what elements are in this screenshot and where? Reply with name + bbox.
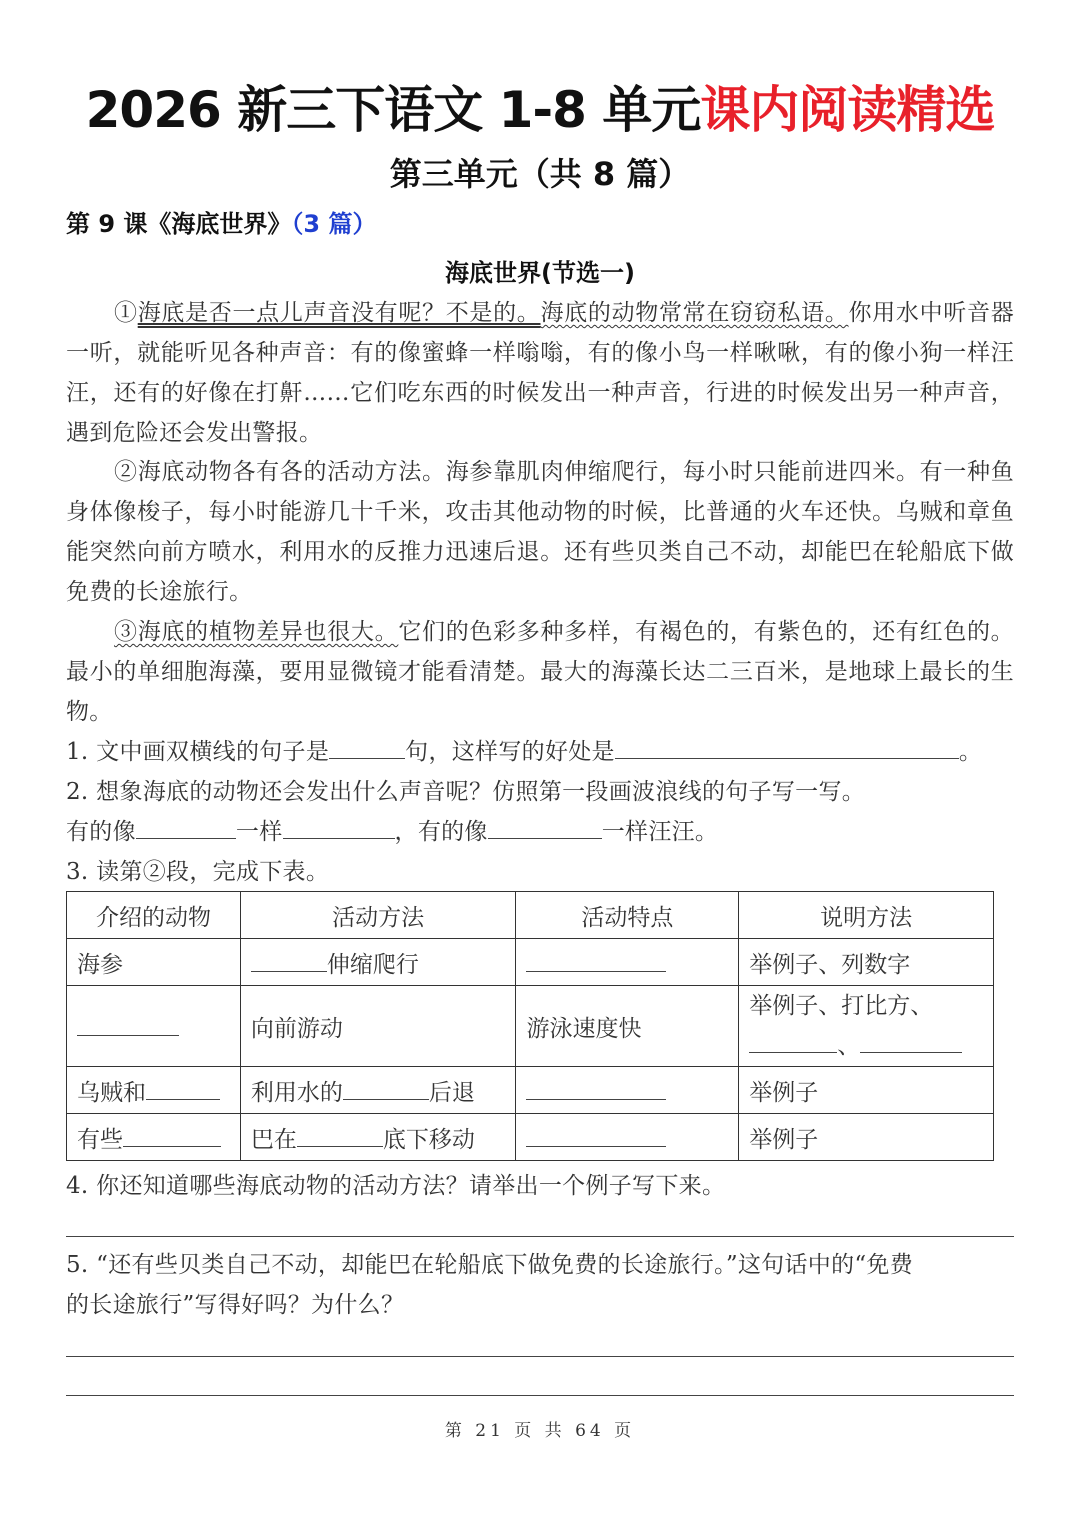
question-1-end: 。 [958,739,983,765]
question-5-line-1: 5. “还有些贝类自己不动，却能巴在轮船底下做免费的长途旅行。”这句话中的“免费 [66,1252,914,1278]
answer-table [66,891,994,1161]
page-number: 第 21 页 共 64 页 [444,1421,636,1441]
table-cell [240,939,516,986]
paragraph-3-wavy-sentence: ③海底的植物差异也很大。 [114,619,399,645]
table-blank[interactable] [526,1122,666,1147]
table-cell: 向前游动 [240,986,516,1067]
table-cell [240,1114,516,1161]
question-2-fill-b: 一样 [235,819,283,845]
answer-line-4[interactable] [66,1236,1014,1237]
table-cell: 游泳速度快 [516,986,739,1067]
question-2-fill-a: 有的像 [66,819,136,845]
question-2-fill [66,812,1014,852]
table-cell-text: 举例子、打比方、 [749,993,934,1019]
question-2-fill-d: 一样汪汪。 [601,819,719,845]
lesson-name: 第 9 课《海底世界》 [66,210,292,238]
table-blank[interactable] [860,1028,962,1053]
table-header-cell: 活动方法 [240,892,516,939]
answer-blank-2a[interactable] [136,812,236,839]
table-row [67,1067,994,1114]
unit-title: 第三单元（共 8 篇） [389,155,691,193]
paragraph-2: ②海底动物各有各的活动方法。海参靠肌肉伸缩爬行，每小时只能前进四米。有一种鱼身体像梭子，每小时能游几十千米，攻击其他动物的时候，比普通的火车还快。乌贼和章鱼能突然向前方喷水，利用水的反推力迅速后退。还有些贝类自己不动，却能巴在轮船底下做免费的长途旅行。 [66,459,1014,605]
table-cell-text: 巴在 [250,1126,297,1153]
lesson-count: （3 篇） [291,210,377,238]
table-blank[interactable] [146,1075,220,1100]
table-header-cell: 说明方法 [739,892,994,939]
table-header-cell: 介绍的动物 [67,892,241,939]
answer-line-5b[interactable] [66,1395,1014,1396]
main-title-black: 2026 新三下语文 1-8 单元 [85,81,701,139]
question-4: 4. 你还知道哪些海底动物的活动方法？请举出一个例子写下来。 [66,1173,726,1199]
paragraph-1 [66,293,1014,453]
answer-blank-2b[interactable] [283,812,395,839]
table-cell [516,1114,739,1161]
table-cell: 海参 [67,939,241,986]
table-cell-text: 乌贼和 [77,1079,146,1106]
table-cell [67,1067,241,1114]
answer-blank-1b[interactable] [615,732,959,759]
table-blank[interactable] [749,1028,837,1053]
table-row [67,939,994,986]
table-blank[interactable] [343,1075,429,1100]
paragraph-1-rest: 你用水中听音器一听，就能听见各种声音：有的像蜜蜂一样嗡嗡，有的像小鸟一样啾啾，有的像小狗一样汪汪，还有的好像在打鼾……它们吃东西的时候发出一种声音，行进的时候发出另一种声音，遇到危险还会发出警报。 [66,300,1014,446]
question-1 [66,732,1014,772]
lesson-title [66,202,376,246]
table-blank[interactable] [297,1122,383,1147]
answer-line-5a[interactable] [66,1356,1014,1357]
table-cell-text: 伸缩爬行 [326,951,419,978]
main-title [0,78,1080,142]
table-header-row [67,892,994,939]
paragraph-1-mark: ① [114,300,138,326]
passage-title: 海底世界(节选一) [445,259,635,287]
question-1-text-a: 1. 文中画双横线的句子是 [66,739,330,765]
table-blank[interactable] [526,947,666,972]
table-cell-text: 利用水的 [250,1079,343,1106]
table-cell-blanks [749,1026,983,1066]
table-cell [240,1067,516,1114]
table-cell-text: 有些 [77,1126,123,1153]
paragraph-3-rest: 它们的色彩多种多样，有褐色的，有紫色的，还有红色的。最小的单细胞海藻，要用显微镜才能看清楚。最大的海藻长达二三百米，是地球上最长的生物。 [66,619,1014,725]
table-cell-sep: 、 [837,1033,861,1059]
wavy-underlined-sentence: 海底的动物常常在窃窃私语。 [540,300,849,326]
table-cell-text: 底下移动 [382,1126,475,1153]
table-row [67,1114,994,1161]
table-cell [516,1067,739,1114]
main-title-red: 课内阅读精选 [700,81,995,139]
table-cell-text: 后退 [428,1079,475,1106]
table-cell: 举例子 [739,1067,994,1114]
question-2-fill-c: ，有的像 [394,819,488,845]
question-3: 3. 读第②段，完成下表。 [66,859,330,885]
table-row [67,986,994,1067]
table-cell [67,986,241,1067]
answer-blank-1a[interactable] [329,732,405,759]
table-blank[interactable] [526,1075,666,1100]
table-blank[interactable] [77,1011,179,1036]
table-cell [739,986,994,1067]
table-cell: 举例子、列数字 [739,939,994,986]
table-cell [67,1114,241,1161]
question-2: 2. 想象海底的动物还会发出什么声音呢？仿照第一段画波浪线的句子写一写。 [66,779,866,805]
paragraph-3 [66,612,1014,732]
question-1-text-b: 句，这样写的好处是 [405,739,615,765]
table-cell [516,939,739,986]
table-blank[interactable] [123,1122,221,1147]
answer-blank-2c[interactable] [488,812,602,839]
table-header-cell: 活动特点 [516,892,739,939]
table-blank[interactable] [251,947,327,972]
question-5-line-2: 的长途旅行”写得好吗？为什么？ [66,1292,405,1318]
table-cell: 举例子 [739,1114,994,1161]
double-underlined-sentence: 海底是否一点儿声音没有呢？不是的。 [137,300,541,326]
